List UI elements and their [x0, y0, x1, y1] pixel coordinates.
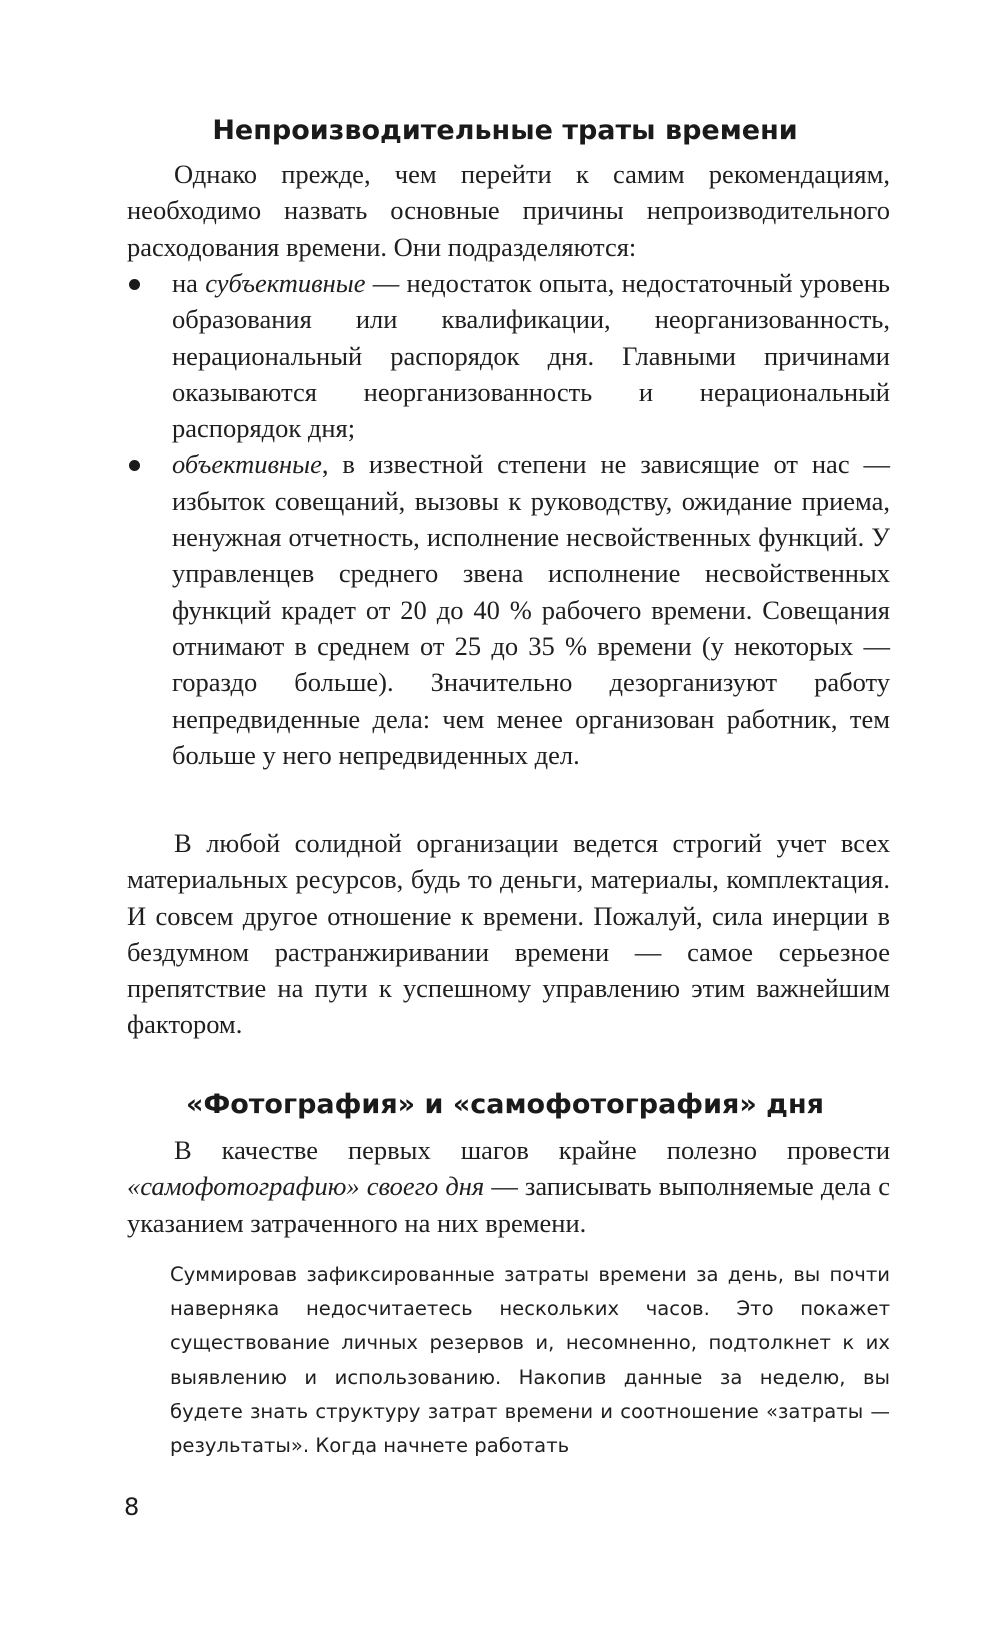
bullet-text: , в известной степени не зависящие от нас — избыток совещаний, вызовы к руководству, ожидание приема, ненужная отчетность, исполнение несвойственных функций. У управленцев среднего звена исполнение несвойственных функций крадет от 20 до 40 % рабочего времени. Совещания отнимают в среднем от 25 до 35 % времени (у некоторых — гораздо больше). Значительно дезорганизуют работу непредвиденные дела: чем менее организован работник, тем больше у него непредвиденных дел. [172, 449, 890, 770]
closing-paragraph: В любой солидной организации ведется строгий учет всех материальных ресурсов, будь то деньги, материалы, комплектация. И совсем другое отношение к времени. Пожалуй, сила инерции в бездумном растранжиривании времени — самое серьезное препятствие на пути к успешному управлению этим важнейшим фактором. [127, 828, 890, 1040]
paragraph-text-end: — записывать выполняемые дела с указанием затраченного на них времени. [127, 1171, 890, 1238]
page-number: 8 [124, 1493, 140, 1521]
note-paragraph: Суммировав зафиксированные затраты времени за день, вы почти наверняка недосчитаетесь нескольких часов. Это покажет существование личных резервов и, несомненно, подтолкнет к их выявлению и использованию. Накопив данные за неделю, вы будете знать структуру затрат времени и соотношение «затраты — результаты». Когда начнете работать [170, 1263, 890, 1458]
paragraph-text-start: В качестве первых шагов крайне полезно провести [174, 1135, 890, 1165]
bullet-term: объективные [172, 449, 322, 480]
intro-paragraph: Однако прежде, чем перейти к самим рекомендациям, необходимо назвать основные причины непроизводительного расходования времени. Они подразделяются: [127, 159, 890, 262]
list-item-subjective [127, 265, 890, 446]
paragraph-term: «самофотографию» своего дня [127, 1171, 485, 1202]
bullet-prefix: на [172, 268, 206, 298]
causes-list [127, 265, 890, 773]
bullet-icon [129, 279, 140, 290]
section-heading-day-photography: «Фотография» и «самофотография» дня [186, 1089, 824, 1120]
list-item-objective [127, 446, 890, 773]
bullet-text: — недостаток опыта, недостаточный уровень образования или квалификации, неорганизованность, нерациональный распорядок дня. Главными причинами оказываются неорганизованность и нерациональный распорядок дня; [172, 268, 890, 444]
self-photography-paragraph [127, 1132, 890, 1241]
section-heading-unproductive-time: Непроизводительные траты времени [212, 115, 798, 146]
bullet-icon [129, 460, 140, 471]
bullet-term: субъективные [205, 268, 366, 298]
